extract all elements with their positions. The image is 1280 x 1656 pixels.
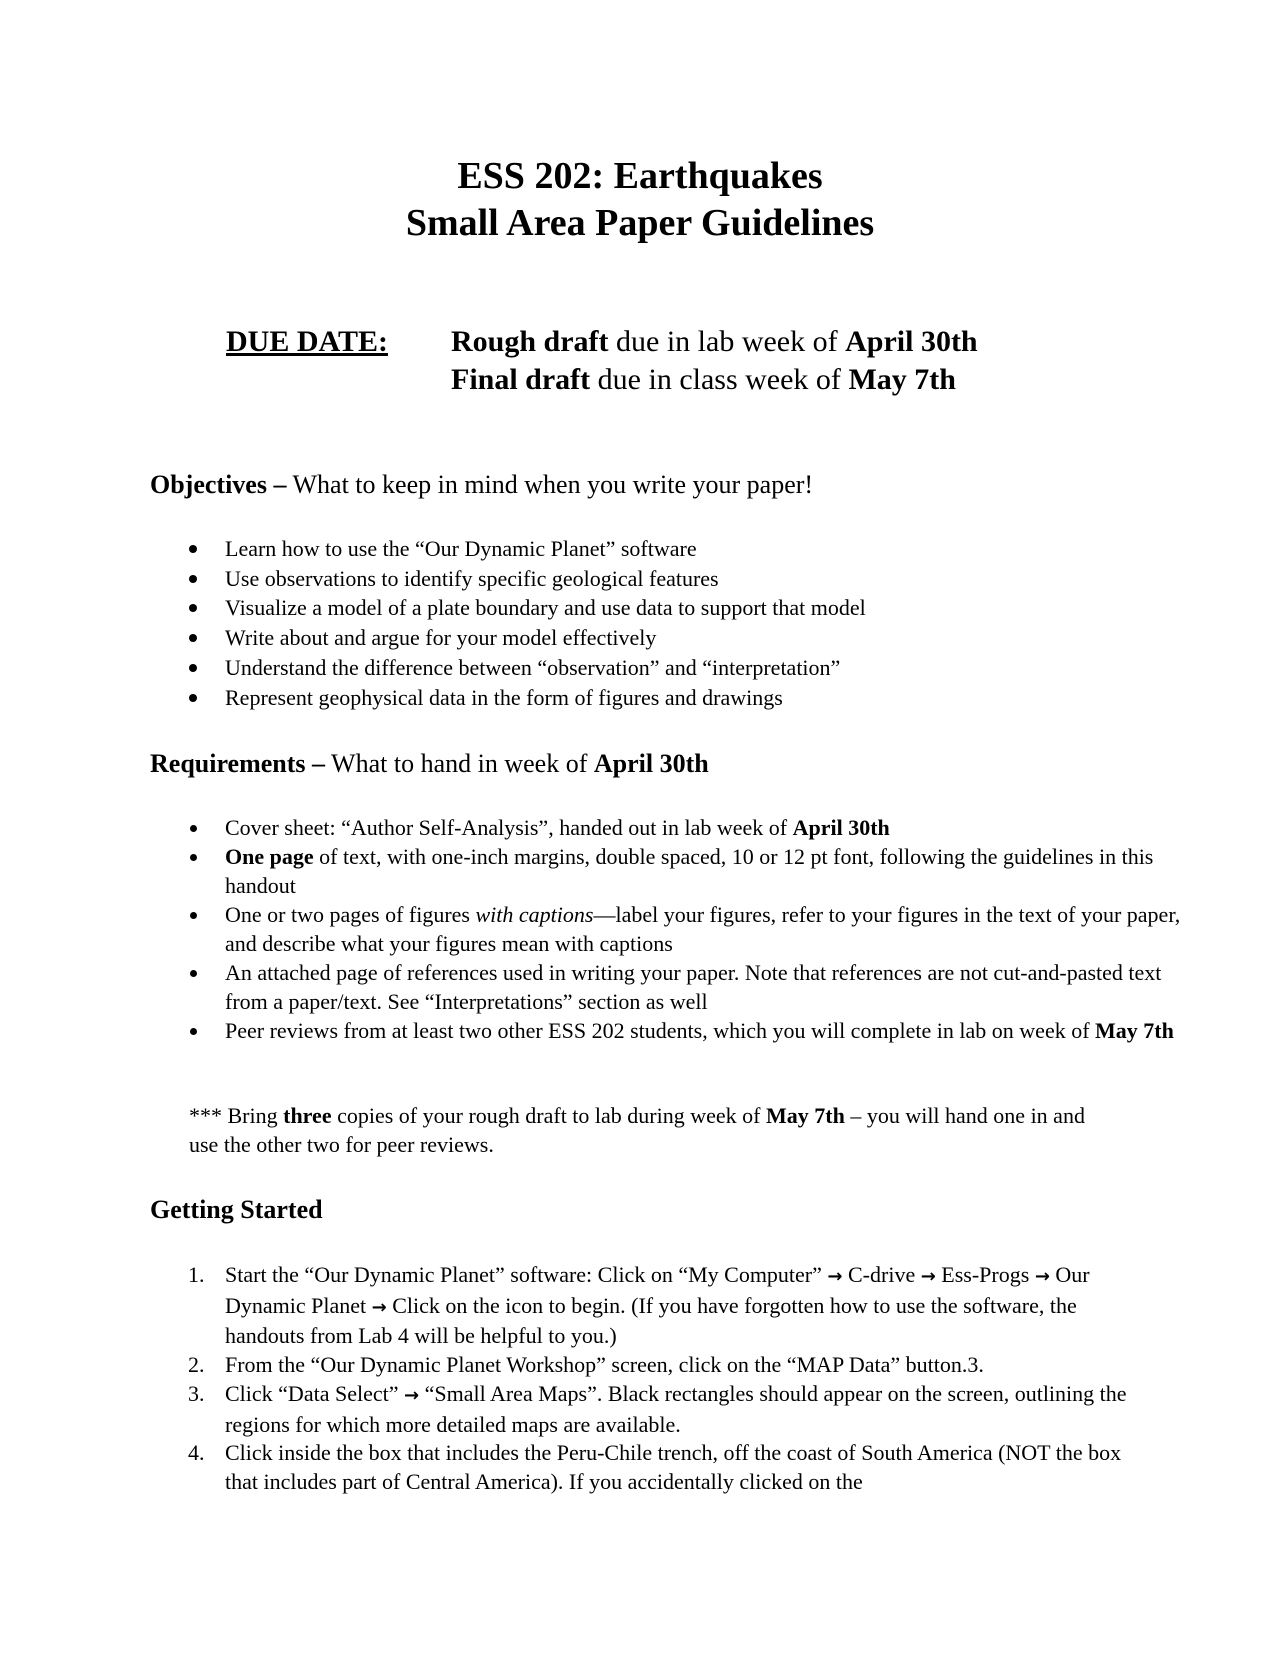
step-text: Click “Data Select” [225,1380,404,1406]
list-item [150,1439,1150,1496]
arrow-right-icon: → [920,1266,936,1287]
requirement-date: April 30th [792,815,890,840]
list-item [150,958,1205,1016]
arrow-right-icon: → [371,1296,387,1318]
arrow-right-icon: → [403,1384,420,1406]
note-bold: three [283,1103,332,1128]
step-number: 2. [188,1352,205,1378]
step-number: 1. [188,1262,205,1287]
list-item [150,593,866,623]
rough-draft-text: due in lab week of [608,325,846,358]
list-item [150,1380,1150,1439]
list-item [150,1261,1150,1351]
getting-started-title: Getting Started [150,1195,323,1224]
bullet-icon [189,604,197,612]
peer-review-note [189,1101,1109,1159]
bullet-icon [190,1028,197,1035]
document-title: ESS 202: Earthquakes [457,155,823,197]
step-text: Start the “Our Dynamic Planet” software: Click on “My Computer” [225,1262,828,1287]
note-date: May 7th [765,1103,845,1128]
objective-text: Visualize a model of a plate boundary and use data to support that model [225,595,866,621]
requirements-list [150,813,1205,1045]
arrow-right-icon: → [1034,1266,1050,1287]
objective-text: Represent geophysical data in the form of figures and drawings [225,684,783,710]
step-text: “Small Area Maps”. Black rectangles should appear on the screen, outlining the regions for which more detailed maps are available. [225,1380,1127,1437]
objectives-list [150,534,866,712]
final-draft-date: May 7th [848,363,956,396]
objective-text: Understand the difference between “observation” and “interpretation” [225,654,841,680]
step-text: Our Dynamic Planet [225,1262,1090,1318]
step-text: From the “Our Dynamic Planet Workshop” screen, click on the “MAP Data” button.3. [225,1352,984,1378]
due-date-label: DUE DATE: [226,325,388,358]
requirement-text-rest: —label your figures, refer to your figures in the text of your paper, and describe what your figures mean with captions [225,902,1181,956]
bullet-icon [189,694,197,702]
bullet-icon [190,970,197,977]
list-item [150,1016,1205,1045]
bullet-icon [190,854,197,861]
objective-text: Learn how to use the “Our Dynamic Planet” software [225,536,697,561]
objectives-heading [150,469,813,501]
bullet-icon [190,825,197,832]
list-item [150,900,1205,958]
rough-draft-line [451,323,978,361]
objective-text: Use observations to identify specific geological features [225,565,719,591]
list-item [150,534,866,564]
bullet-icon [189,664,197,672]
list-item [150,813,1205,842]
step-text: C-drive [842,1262,921,1287]
requirement-text: An attached page of references used in writing your paper. Note that references are not cut-and-pasted text from a paper/text. See “Interpretations” section as well [225,960,1162,1014]
requirement-text: of text, with one-inch margins, double spaced, 10 or 12 pt font, following the guidelines in this handout [225,844,1154,898]
document-subtitle: Small Area Paper Guidelines [405,202,875,244]
list-item [150,683,866,713]
objectives-title: Objectives – [150,470,287,499]
step-text: Click on the icon to begin. (If you have forgotten how to use the software, the handouts from Lab 4 will be helpful to you.) [225,1292,1077,1349]
rough-draft-date: April 30th [845,325,978,358]
bullet-icon [189,575,197,583]
requirement-text: Peer reviews from at least two other ESS 202 students, which you will complete in lab on week of [225,1018,1096,1043]
bullet-icon [189,545,197,553]
rough-draft-label: Rough draft [451,325,609,358]
list-item [150,1351,1150,1380]
bullet-icon [190,912,197,919]
list-item [150,653,866,683]
requirements-date: April 30th [593,749,709,778]
getting-started-heading [150,1194,323,1226]
step-text: Ess-Progs [935,1262,1035,1287]
step-number: 4. [188,1440,205,1466]
note-rest: – you will hand one in and use the other two for peer reviews. [189,1103,1085,1157]
final-draft-line [451,361,956,399]
bullet-icon [189,634,197,642]
requirement-bold: One page [225,844,314,869]
objective-text: Write about and argue for your model effectively [225,625,657,651]
requirement-italic: with captions [475,902,594,927]
steps-list [150,1261,1150,1497]
list-item [150,623,866,653]
requirement-text: Cover sheet: “Author Self-Analysis”, handed out in lab week of [225,815,793,840]
objectives-subtitle: What to keep in mind when you write your paper! [286,470,814,499]
note-text: copies of your rough draft to lab during week of [331,1103,766,1128]
arrow-right-icon: → [827,1266,843,1287]
requirements-heading [150,748,709,780]
requirement-text: One or two pages of figures [225,902,476,927]
step-text: Click inside the box that includes the Peru-Chile trench, off the coast of South America (NOT the box that includes part of Central America). If you accidentally clicked on the [225,1440,1122,1494]
final-draft-label: Final draft [451,363,591,396]
requirements-subtitle: What to hand in week of [325,749,594,778]
requirements-title: Requirements – [150,749,326,778]
final-draft-text: due in class week of [590,363,849,396]
list-item [150,842,1205,900]
note-prefix: *** Bring [189,1103,284,1128]
requirement-date: May 7th [1095,1018,1174,1043]
step-number: 3. [188,1380,205,1406]
list-item [150,564,866,594]
